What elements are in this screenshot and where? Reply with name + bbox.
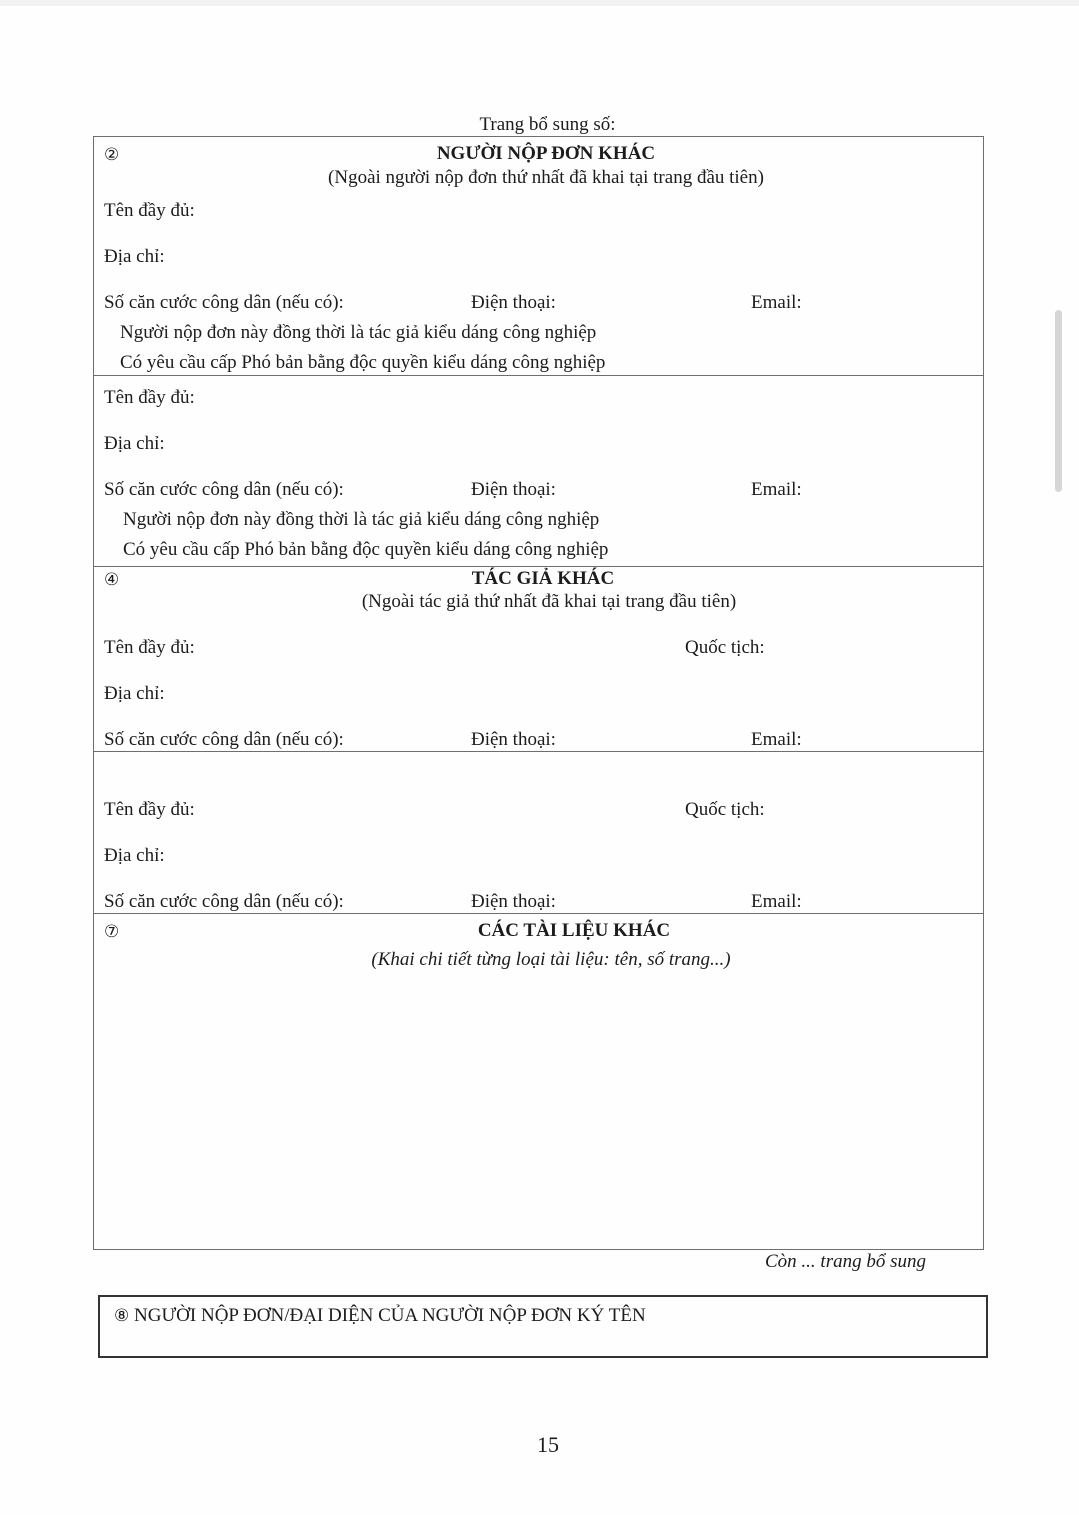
id-label: Số căn cước công dân (nếu có): (104, 729, 344, 750)
full-name-label: Tên đầy đủ: (104, 637, 195, 658)
email-label: Email: (751, 729, 802, 750)
row-divider (93, 375, 984, 376)
section-2-title: NGƯỜI NỘP ĐƠN KHÁC (436, 143, 656, 164)
address-label: Địa chỉ: (104, 246, 165, 267)
phone-label: Điện thoại: (471, 479, 556, 500)
supplement-page-label: Trang bổ sung số: (479, 114, 616, 135)
option-copy[interactable]: Có yêu cầu cấp Phó bản bằng độc quyền kiểu dáng công nghiệp (123, 539, 609, 560)
section-4-title: TÁC GIẢ KHÁC (471, 568, 615, 589)
section-7-subtitle: (Khai chi tiết từng loại tài liệu: tên, số trang...) (371, 949, 731, 970)
id-label: Số căn cước công dân (nếu có): (104, 891, 344, 912)
email-label: Email: (751, 891, 802, 912)
phone-label: Điện thoại: (471, 729, 556, 750)
full-name-label: Tên đầy đủ: (104, 799, 195, 820)
page-number: 15 (537, 1432, 559, 1457)
signature-box (98, 1295, 988, 1358)
address-label: Địa chỉ: (104, 433, 165, 454)
email-label: Email: (751, 479, 802, 500)
section-8-title: NGƯỜI NỘP ĐƠN/ĐẠI DIỆN CỦA NGƯỜI NỘP ĐƠN KÝ TÊN (134, 1305, 646, 1326)
option-copy[interactable]: Có yêu cầu cấp Phó bản bằng độc quyền kiểu dáng công nghiệp (120, 352, 606, 373)
section-7-title: CÁC TÀI LIỆU KHÁC (477, 920, 671, 941)
full-name-label: Tên đầy đủ: (104, 200, 195, 221)
full-name-label: Tên đầy đủ: (104, 387, 195, 408)
option-author[interactable]: Người nộp đơn này đồng thời là tác giả kiểu dáng công nghiệp (120, 322, 597, 343)
row-divider (93, 566, 984, 567)
id-label: Số căn cước công dân (nếu có): (104, 479, 344, 500)
remaining-pages-note: Còn ... trang bổ sung (765, 1251, 926, 1272)
id-label: Số căn cước công dân (nếu có): (104, 292, 344, 313)
vertical-scrollbar[interactable] (1055, 310, 1062, 492)
section-7-number-icon: ⑦ (104, 922, 120, 942)
viewer-top-bar (0, 0, 1079, 6)
address-label: Địa chỉ: (104, 683, 165, 704)
option-author[interactable]: Người nộp đơn này đồng thời là tác giả kiểu dáng công nghiệp (123, 509, 600, 530)
section-4-number-icon: ④ (104, 570, 120, 590)
section-8-number-icon: ⑧ (114, 1306, 130, 1326)
section-2-number-icon: ② (104, 145, 120, 165)
section-2-subtitle: (Ngoài người nộp đơn thứ nhất đã khai tại trang đầu tiên) (328, 167, 764, 188)
row-divider (93, 751, 984, 752)
section-8-heading (114, 1305, 646, 1327)
phone-label: Điện thoại: (471, 891, 556, 912)
nationality-label: Quốc tịch: (685, 637, 765, 658)
nationality-label: Quốc tịch: (685, 799, 765, 820)
section-4-subtitle: (Ngoài tác giả thứ nhất đã khai tại trang đầu tiên) (361, 591, 737, 612)
address-label: Địa chỉ: (104, 845, 165, 866)
email-label: Email: (751, 292, 802, 313)
row-divider (93, 913, 984, 914)
phone-label: Điện thoại: (471, 292, 556, 313)
